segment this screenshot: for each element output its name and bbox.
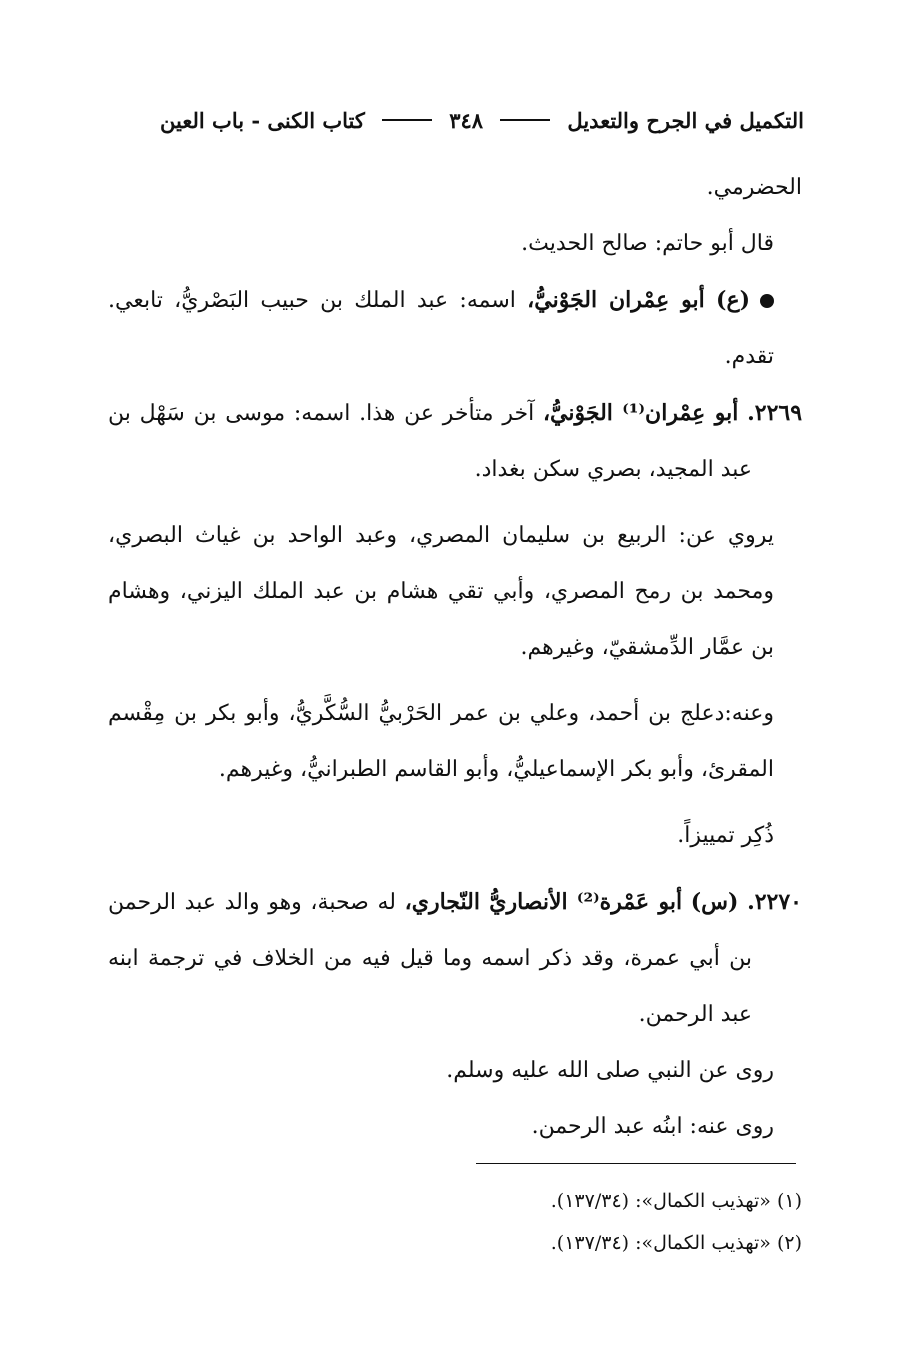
entry-symbol: (س)	[690, 889, 739, 915]
paragraph: روى عن النبي صلى الله عليه وسلم.	[446, 1058, 774, 1083]
paragraph: الحضرمي.	[706, 175, 802, 200]
section-title: كتاب الكنى - باب العين	[160, 107, 365, 133]
entry-2270	[108, 874, 802, 1043]
footnote: (٢) «تهذيب الكمال»: (١٣٧/٣٤).	[550, 1232, 802, 1254]
paragraph: روى عنه: ابنُه عبد الرحمن.	[531, 1114, 774, 1139]
cross-reference-entry	[108, 272, 802, 385]
entry-name: أبو عَمْرة⁽²⁾ الأنصاريُّ النّجاري،	[404, 889, 683, 915]
paragraph: قال أبو حاتم: صالح الحديث.	[521, 231, 774, 256]
main-text	[108, 160, 802, 1155]
book-title: التكميل في الجرح والتعديل	[567, 107, 804, 133]
entry-number: ٢٢٦٩.	[747, 400, 803, 426]
header-divider	[382, 119, 432, 121]
entry-name: أبو عِمْران⁽¹⁾ الجَوْنيُّ،	[542, 400, 739, 426]
entry-symbol: (ع)	[716, 287, 750, 313]
entry-text: اسمه: عبد الملك بن حبيب البَصْريُّ، تابعي. تقدم.	[108, 288, 774, 369]
footnote-divider	[476, 1163, 796, 1164]
entry-name: أبو عِمْران الجَوْنيُّ،	[527, 287, 705, 313]
entry-text: آخر متأخر عن هذا. اسمه: موسى بن سَهْل بن عبد المجيد، بصري سكن بغداد.	[108, 401, 752, 482]
running-header	[160, 100, 804, 140]
entry-text: له صحبة، وهو والد عبد الرحمن بن أبي عمرة، وقد ذكر اسمه وما قيل فيه من الخلاف في ترجمة ابنه عبد الرحمن.	[108, 890, 752, 1027]
footnote: (١) «تهذيب الكمال»: (١٣٧/٣٤).	[550, 1190, 802, 1212]
bullet-icon	[760, 294, 774, 308]
entry-2269	[108, 385, 802, 498]
page-number: ٣٤٨	[449, 107, 484, 133]
paragraph: ذُكِر تمييزاً.	[677, 823, 774, 848]
paragraph: وعنه:دعلج بن أحمد، وعلي بن عمر الحَرْبيُّ السُّكَّريُّ، وأبو بكر بن مِقْسم المقرئ، وأبو بكر الإسماعيليُّ، وأبو القاسم الطبرانيُّ، وغيرهم.	[108, 701, 774, 782]
entry-number: ٢٢٧٠.	[747, 889, 802, 915]
paragraph: يروي عن: الربيع بن سليمان المصري، وعبد الواحد بن غياث البصري، ومحمد بن رمح المصري، وأبي تقي هشام بن عبد الملك اليزني، وهشام بن عمَّار الدِّمشقيّ، وغيرهم.	[108, 523, 774, 660]
footnotes	[300, 1180, 802, 1264]
header-divider	[500, 119, 550, 121]
